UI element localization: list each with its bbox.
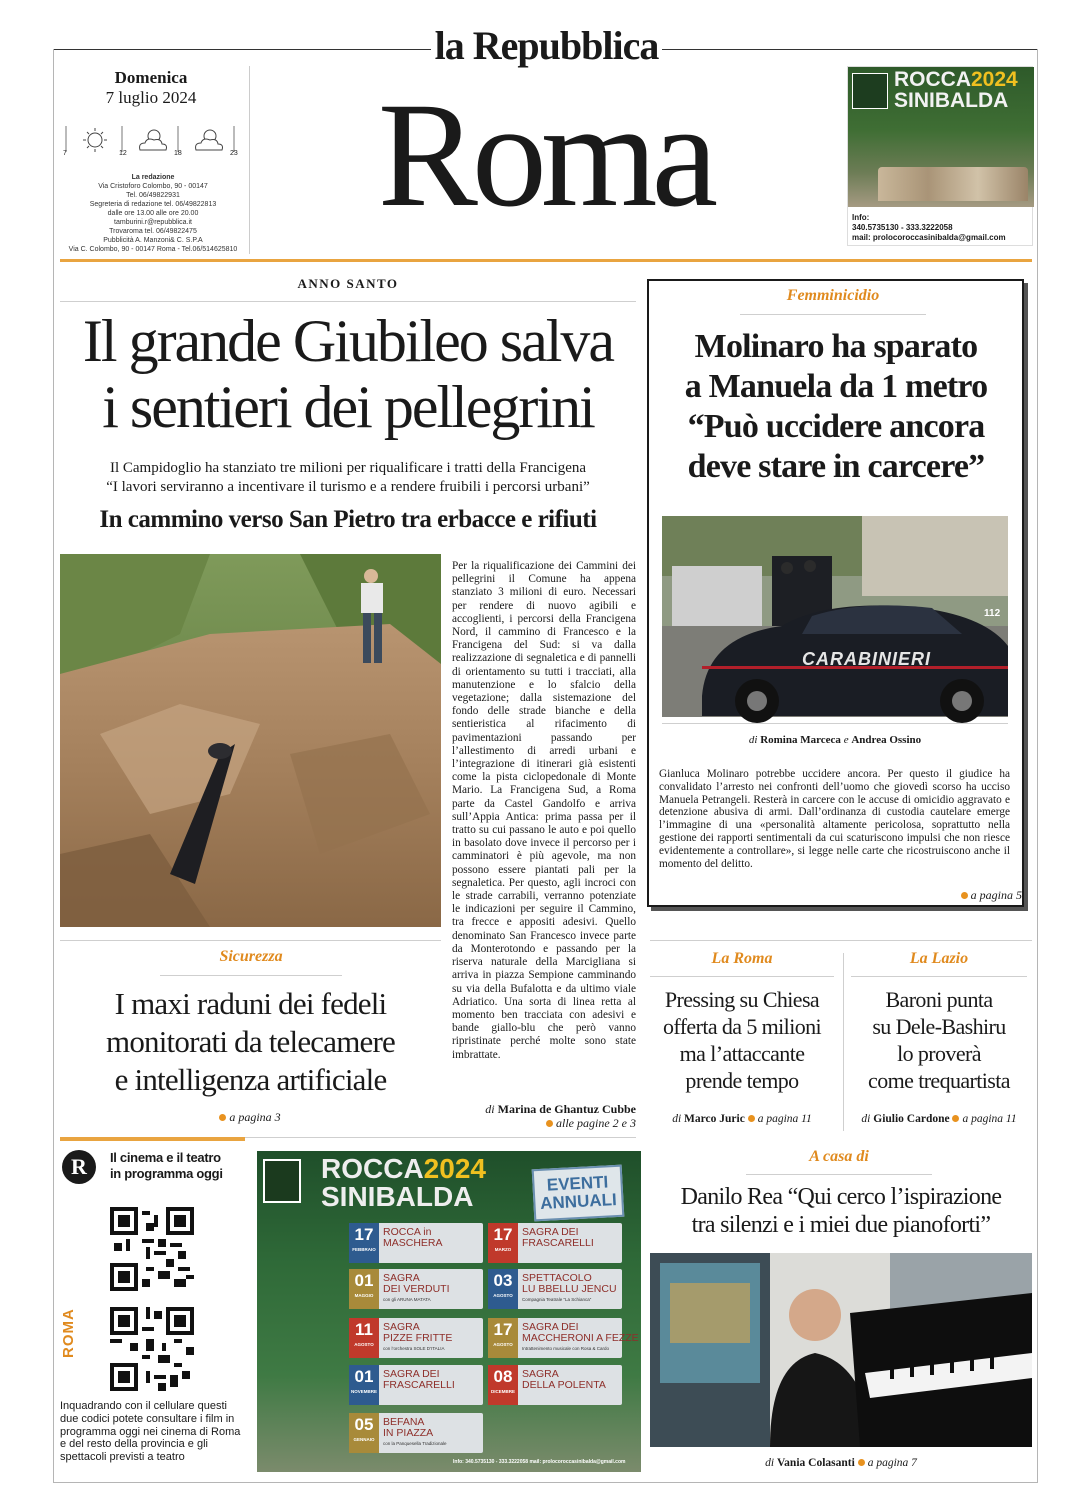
weather-icons [62,124,242,160]
sicurezza-top-rule [60,940,441,941]
rea-byline [650,1457,1032,1469]
rea-kicker-rule [746,1174,932,1175]
temp-2: 12 [119,150,127,157]
sicurezza-headline[interactable] [60,985,441,1099]
carabinieri-photo-illustration [662,516,1008,717]
bullet-icon [952,1115,959,1122]
path-photo-illustration [60,554,441,927]
headline-line: a Manuela da 1 metro [684,368,988,405]
sun-icon [83,128,107,152]
femminicidio-kicker-rule [740,314,926,315]
publication-logo[interactable]: la Repubblica [434,23,659,68]
lead-headline[interactable] [58,308,638,440]
qr-code-cinema-icon[interactable] [110,1207,194,1291]
headline-line: lo proverà [897,1041,981,1066]
redazione-box [62,173,244,254]
headline-line: Molinaro ha sparato [694,328,978,365]
redazione-line: tamburini.r@repubblica.it [114,219,192,226]
event-card[interactable] [349,1413,483,1453]
event-name-line-2: MACCHERONI A FEZZE [522,1332,639,1344]
page-border-bottom [53,1482,1038,1483]
events-ad-footer: Info: 340.5735130 - 333.3222058 mail: prolocoroccasinibalda@gmail.com [453,1459,626,1465]
event-date [349,1269,379,1309]
byline-prefix: di [485,1102,495,1116]
cinema-title-line-2: in programma oggi [110,1166,223,1181]
lead-subhead: In cammino verso San Pietro tra erbacce e rifiuti [99,506,597,533]
issue-date: 7 luglio 2024 [105,88,197,107]
event-name-line-2: IN PIAZZA [383,1427,434,1439]
event-month: FEBBRAIO [352,1247,376,1252]
events-badge [532,1165,625,1222]
car-number-text: 112 [984,608,1001,619]
event-date [349,1223,379,1263]
event-month: AGOSTO [493,1342,513,1347]
headline-line: Pressing su Chiesa [664,987,820,1012]
redazione-line: Via C. Colombo, 90 - 00147 Roma - Tel.06/514625810 [68,246,238,253]
headline-line: ma l’attaccante [679,1041,805,1066]
event-date [488,1223,518,1263]
castle-logo-icon [263,1159,301,1203]
event-name-line-2: MASCHERA [383,1237,443,1249]
events-badge-line-1: EVENTI [546,1172,609,1195]
femminicidio-headline[interactable] [652,327,1020,487]
event-date [488,1365,518,1405]
lead-page-ref[interactable] [452,1116,636,1131]
events-ad-title-b: SINIBALDA [321,1181,474,1212]
event-name-line-1: ROCCA in [383,1226,432,1238]
headline-line: prende tempo [685,1068,799,1093]
lazio-headline[interactable] [847,986,1031,1094]
bullet-icon [858,1459,865,1466]
event-card[interactable] [349,1318,483,1358]
edition-title: Roma [377,72,713,238]
event-date [349,1318,379,1358]
sport-top-rule [650,940,1032,941]
femminicidio-byline [662,734,1008,746]
event-date [488,1318,518,1358]
author-andrea-ossino[interactable]: Andrea Ossino [851,734,922,746]
qr-code-theater-icon[interactable] [110,1307,194,1391]
event-day: 17 [354,1225,374,1244]
lead-deck-line-1: Il Campidoglio ha stanziato tre milioni per riqualificare i tratti della Francigena [109,460,587,476]
event-month: DICEMBRE [490,1389,515,1394]
temp-1: 7 [63,150,67,157]
event-day: 01 [354,1367,374,1386]
top-ad-title-a: ROCCA [894,68,971,91]
rea-headline[interactable] [650,1183,1032,1239]
author-marco-juric[interactable]: Marco Juric [684,1113,745,1125]
lazio-page[interactable]: a pagina 11 [962,1113,1017,1125]
event-month: NOVEMBRE [350,1389,377,1394]
event-card[interactable] [488,1318,639,1358]
headline-line: deve stare in carcere” [687,448,985,485]
event-note: con gli ARUNA MATATA [383,1297,431,1302]
headline-line: Baroni punta [885,987,993,1012]
event-name-line-1: SAGRA DEI [522,1226,579,1238]
headline-line: tra silenzi e i miei due pianoforti” [691,1212,991,1238]
car-livery-text: CARABINIERI [802,649,932,669]
sport-divider [843,953,844,1131]
event-day: 05 [354,1415,374,1434]
redazione-title: La redazione [131,174,175,181]
event-day: 17 [493,1320,513,1339]
event-month: AGOSTO [493,1293,513,1298]
author-giulio-cardone[interactable]: Giulio Cardone [873,1113,950,1125]
event-note: Intrattenimento musicale con Rosa & Cardo [522,1346,610,1351]
event-name-line-2: DELLA POLENTA [522,1379,606,1391]
lead-headline-line-2: i sentieri dei pellegrini [102,374,594,440]
headline-line: offerta da 5 milioni [662,1014,822,1039]
event-day: 08 [493,1367,513,1386]
lead-author[interactable]: Marina de Ghantuz Cubbe [497,1102,636,1116]
event-date [349,1413,379,1453]
events-badge-line-2: ANNUALI [539,1189,618,1213]
roma-byline [648,1113,836,1125]
sicurezza-page-ref[interactable] [200,1110,300,1125]
carabinieri-photo[interactable] [662,516,1008,717]
cinema-side-label: ROMA [60,1308,77,1358]
events-ad[interactable] [257,1151,641,1472]
sicurezza-kicker-rule [160,975,342,976]
masthead-divider [249,66,250,254]
top-ad-title-b: SINIBALDA [894,89,1009,112]
qr-code-graphic [110,1307,194,1391]
roma-kicker: La Roma [711,950,773,967]
headline-line: su Dele-Bashiru [872,1014,1006,1039]
event-name-line-2: DEI VERDUTI [383,1283,450,1295]
bullet-icon [219,1114,226,1121]
page-border-right [1037,49,1038,1483]
femminicidio-kicker: Femminicidio [786,287,880,304]
top-ad-year: 2024 [971,68,1018,91]
event-note: con la Panquesella Tradizionale [383,1441,447,1446]
partly-cloudy-icon [140,130,167,150]
village-silhouette [878,167,1028,201]
event-name-line-2: PIZZE FRITTE [383,1332,453,1344]
lead-body: Per la riqualificazione dei Cammini dei pellegrini il Comune ha appena stanziato 3 milioni di euro. Necessari per rendere di nuovo agibili e accoglienti, i percorsi della Francigena Nord, il cammino di Francesco e la Francigena del Sud: si va dalla realizzazione di segnaletica e di pannelli di orientamento su tutti i tracciati, alla manutenzione e lo sfalcio della vegetazione; dalla sistemazione del fondo delle strade bianche e della sentieristica al rifacimento di pavimentazioni passando per l’allestimento di arredi urbani e l’integrazione di itinerari già esistenti come la pista ciclopedonale di Monte Mario. La Francigena Sud, a Roma parte da Castel Gandolfo e arriva sull’Appia Antica: prima passa per il tratto su cui passano le auto e poi quello in basolato dove invece il percorso per i camminatori è più agevole, ma non possono essere piantati pali per la segnaletica. Per questo, agli incroci con le strade carrabili, verranno potenziate le indicazioni per seguire il Cammino, tra frecce e appositi adesivi. Quello denominato San Francesco invece parte da Monterotondo e passando per la riserva naturale della Marcigliana si arriva in piazza Sempione camminando su via della Bufalotta e da ultimo viale Adriatico. Una sorta di linea retta al momento ben tracciata con adesivi e bande giallo-blu che però vanno ripristinate perché molte sono state imbrattate. [452,560,636,1061]
pianist-photo-illustration [650,1253,1032,1447]
byline-prefix: di [672,1113,682,1125]
cinema-caption: Inquadrando con il cellulare questi due codici potete consultare i film in programma oggi nei cinema di Roma e del resto della provincia e gli spettacoli previsti a teatro [60,1400,241,1464]
event-day: 17 [493,1225,513,1244]
lead-pages: alle pagine 2 e 3 [556,1116,636,1130]
lazio-kicker-rule [851,976,1027,977]
event-card[interactable] [488,1269,622,1309]
event-name-line-1: SAGRA [383,1272,420,1284]
danilo-rea-photo[interactable] [650,1253,1032,1447]
event-date [488,1269,518,1309]
event-card[interactable] [488,1223,622,1263]
repubblica-r-logo-icon: R [62,1150,96,1184]
redazione-line: Tel. 06/49822931 [126,192,180,199]
lead-rule [60,301,636,302]
event-name-line-1: SAGRA DEI [383,1368,440,1380]
cinema-title-line-1: Il cinema e il teatro [110,1150,221,1165]
top-ad-mail: mail: prolocoroccasinibalda@gmail.com [852,233,1006,242]
top-ad-photo [848,67,1034,207]
roma-page[interactable]: a pagina 11 [757,1113,812,1125]
roma-headline[interactable] [648,986,836,1094]
femminicidio-body: Gianluca Molinaro potrebbe uccidere ancora. Per questo il giudice ha convalidato l’arresto nei confronti dell’uomo che giovedì scorso ha ucciso Manuela Petrangeli. Resterà in carcere con le accuse di omicidio aggravato e detenzione abusiva di armi. Dall’ordinanza di custodia cautelare emerge l’immagine di una «personalità altamente pericolosa, soprattutto nella gestione dei rapporti sentimentali da cui scaturiscono impulsi che non riesce evidentemente a controllare», si legge nelle carte che ricostruiscono anche il momento del delitto. [659,768,1010,870]
lead-deck [60,459,636,497]
sicurezza-page: a pagina 3 [229,1110,281,1124]
femminicidio-page: a pagina 5 [970,888,1022,902]
byline-prefix: di [765,1457,775,1469]
headline-line: “Può uccidere ancora [687,408,985,445]
redazione-line: Via Cristoforo Colombo, 90 - 00147 [98,183,208,190]
headline-line: I maxi raduni dei fedeli [114,986,387,1021]
rea-page[interactable]: a pagina 7 [867,1457,917,1469]
lazio-kicker: La Lazio [909,950,969,967]
event-day: 01 [354,1271,374,1290]
event-note: con l’orchestra SOLE D’ITALIA [383,1346,445,1351]
headline-line: Danilo Rea “Qui cerco l’ispirazione [680,1184,1002,1210]
photo-caption-rule [662,723,1008,724]
bullet-icon [961,892,968,899]
event-name-line-2: FRASCARELLI [522,1237,594,1249]
bullet-icon [546,1120,553,1127]
rea-kicker: A casa di [809,1148,869,1165]
event-day: 03 [493,1271,513,1290]
author-vania-colasanti[interactable]: Vania Colasanti [776,1457,855,1469]
byline-prefix: di [861,1113,871,1125]
temp-4: 23 [230,150,238,157]
cinema-title [110,1150,250,1182]
redazione-line: Pubblicità A. Manzoni& C. S.P.A [103,237,203,244]
partly-cloudy-icon [196,130,223,150]
redazione-line: Trovaroma tel. 06/49822475 [109,228,197,235]
weather-strip [62,124,242,160]
event-day: 11 [355,1320,373,1339]
redazione-line: dalle ore 13.00 alle ore 20.00 [107,210,199,217]
masthead-rule-left [53,49,431,50]
cinema-orange-rule [60,1137,245,1141]
redazione-line: Segreteria di redazione tel. 06/49822813 [89,201,217,208]
event-month: MAGGIO [354,1293,374,1298]
lead-photo-path[interactable] [60,554,441,927]
event-note: Compagnia Teatrale “La Schianca” [522,1297,592,1302]
lead-headline-line-1: Il grande Giubileo salva [82,308,614,374]
top-ad[interactable] [847,66,1033,246]
top-ad-info-label: Info: [852,213,870,222]
temp-3: 18 [174,150,182,157]
headline-line: e intelligenza artificiale [114,1062,387,1097]
issue-day: Domenica [114,68,188,87]
lead-byline [452,1102,636,1117]
byline-conjunction: e [843,734,849,746]
event-name-line-1: SPETTACOLO [522,1272,592,1284]
event-name-line-1: SAGRA [522,1368,559,1380]
headline-line: come trequartista [868,1068,1010,1093]
page-border-left [53,49,54,1483]
lead-deck-line-2: “I lavori serviranno a incentivare il turismo e a rendere fruibili i percorsi urbani” [106,479,590,495]
event-month: MARZO [494,1247,512,1252]
sicurezza-kicker: Sicurezza [219,948,283,965]
lazio-byline [847,1113,1031,1125]
event-month: GENNAIO [353,1437,375,1442]
event-card[interactable] [349,1365,483,1405]
headline-line: monitorati da telecamere [106,1024,395,1059]
event-name-line-2: FRASCARELLI [383,1379,455,1391]
byline-prefix: di [748,734,758,746]
event-name-line-1: BEFANA [383,1416,425,1428]
events-ad-year: 2024 [423,1153,486,1184]
masthead-rule-right [662,49,1038,50]
event-card[interactable] [488,1365,622,1405]
bullet-icon [748,1115,755,1122]
event-name-line-2: LU BBELLU JENCU [522,1283,617,1295]
events-ad-title-a: ROCCA [321,1153,424,1184]
event-name-line-1: SAGRA DEI [522,1321,579,1333]
event-name-line-1: SAGRA [383,1321,420,1333]
roma-kicker-rule [650,976,834,977]
masthead-orange-rule [60,259,1032,262]
qr-code-graphic [110,1207,194,1291]
event-card[interactable] [349,1269,483,1309]
lead-section-label: ANNO SANTO [297,276,399,291]
femminicidio-page-ref[interactable] [910,888,1022,903]
author-romina-marceca[interactable]: Romina Marceca [760,734,841,746]
event-date [349,1365,379,1405]
event-month: AGOSTO [354,1342,374,1347]
castle-logo-icon [852,73,888,109]
top-ad-phones: 340.5735130 - 333.3222058 [852,223,953,232]
event-card[interactable] [349,1223,483,1263]
